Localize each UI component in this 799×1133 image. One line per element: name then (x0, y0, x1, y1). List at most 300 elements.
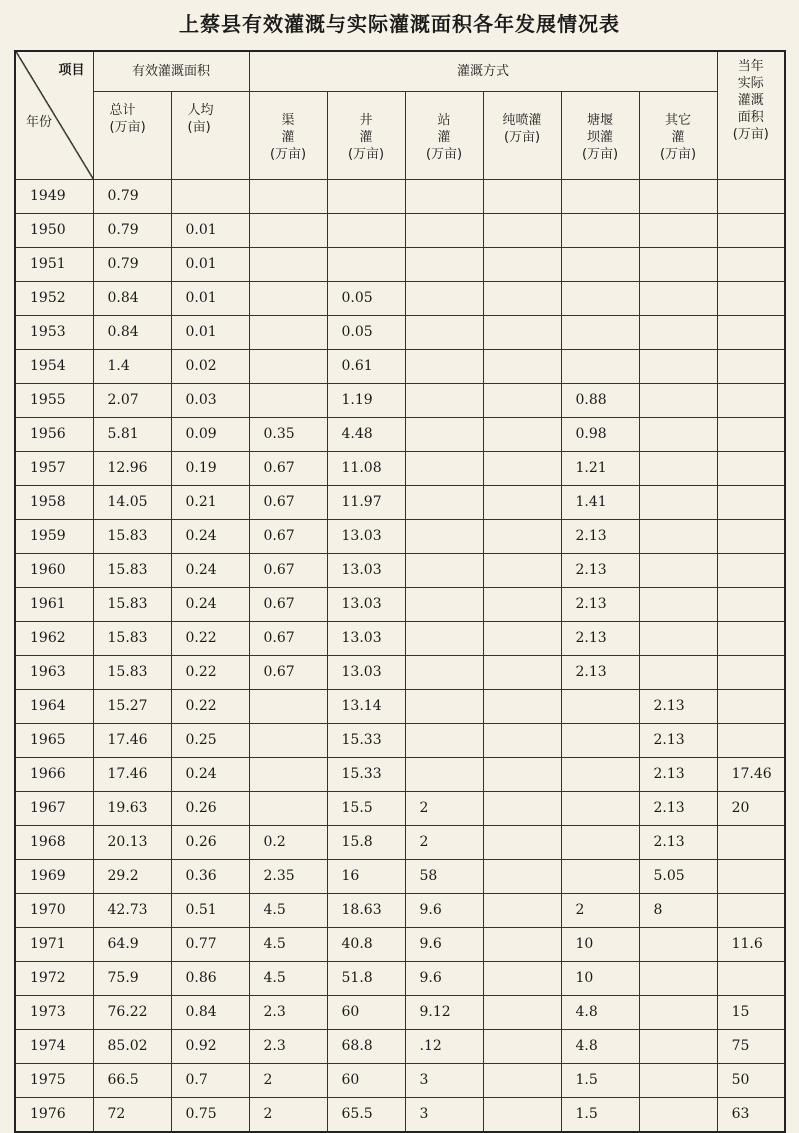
table-cell (483, 825, 561, 859)
table-cell: 2.13 (561, 621, 639, 655)
table-cell (483, 621, 561, 655)
table-cell (405, 621, 483, 655)
corner-year-label: 年份 (26, 115, 53, 130)
table-cell (639, 417, 717, 451)
table-cell: 2.3 (249, 1029, 327, 1063)
table-cell (639, 1097, 717, 1132)
table-cell (639, 927, 717, 961)
table-cell (639, 213, 717, 247)
header-text: 灌 (437, 129, 451, 145)
table-cell: 1.19 (327, 383, 405, 417)
table-cell: 0.67 (249, 519, 327, 553)
table-cell (405, 519, 483, 553)
header-text: 人均 (187, 102, 214, 118)
table-cell (405, 281, 483, 315)
table-cell (717, 893, 785, 927)
table-cell: 11.97 (327, 485, 405, 519)
year-cell: 1952 (15, 281, 93, 315)
table-cell (561, 757, 639, 791)
table-cell (561, 791, 639, 825)
table-cell: 0.84 (171, 995, 249, 1029)
table-row (15, 315, 785, 349)
year-cell: 1949 (15, 179, 93, 213)
header-text: (万亩) (581, 146, 619, 162)
table-cell: 1.21 (561, 451, 639, 485)
table-cell (717, 383, 785, 417)
table-cell (639, 315, 717, 349)
table-cell: 11.08 (327, 451, 405, 485)
header-text: 灌 (671, 129, 685, 145)
table-row (15, 1063, 785, 1097)
well-header (327, 91, 405, 179)
table-cell (405, 485, 483, 519)
table-cell: 0.22 (171, 655, 249, 689)
table-cell: 4.5 (249, 961, 327, 995)
table-cell: 19.63 (93, 791, 171, 825)
table-cell: 15.5 (327, 791, 405, 825)
table-cell (717, 451, 785, 485)
year-cell: 1972 (15, 961, 93, 995)
table-cell: 65.5 (327, 1097, 405, 1132)
table-cell: 0.84 (93, 315, 171, 349)
header-text: (万亩) (347, 146, 385, 162)
table-cell (561, 213, 639, 247)
table-cell: 2.13 (561, 655, 639, 689)
year-cell: 1964 (15, 689, 93, 723)
table-cell: 60 (327, 995, 405, 1029)
table-cell (483, 247, 561, 281)
table-cell: 2.13 (561, 587, 639, 621)
header-text: 坝灌 (587, 129, 614, 145)
table-cell (405, 383, 483, 417)
year-cell: 1968 (15, 825, 93, 859)
table-cell: 75 (717, 1029, 785, 1063)
table-cell: 0.92 (171, 1029, 249, 1063)
table-cell: 0.22 (171, 689, 249, 723)
table-cell: 17.46 (93, 757, 171, 791)
table-cell (561, 179, 639, 213)
table-cell: 0.01 (171, 281, 249, 315)
table-cell (639, 349, 717, 383)
table-cell (717, 621, 785, 655)
table-cell (717, 417, 785, 451)
table-row (15, 1097, 785, 1132)
table-cell: 0.84 (93, 281, 171, 315)
table-cell: 0.01 (171, 213, 249, 247)
table-cell (483, 961, 561, 995)
table-cell: 15.83 (93, 519, 171, 553)
table-cell: 4.8 (561, 1029, 639, 1063)
year-cell: 1950 (15, 213, 93, 247)
table-cell: 63 (717, 1097, 785, 1132)
year-cell: 1953 (15, 315, 93, 349)
year-cell: 1969 (15, 859, 93, 893)
table-cell: 20.13 (93, 825, 171, 859)
table-row (15, 179, 785, 213)
table-cell (249, 383, 327, 417)
table-cell: 0.98 (561, 417, 639, 451)
table-cell (249, 213, 327, 247)
table-cell (483, 995, 561, 1029)
table-cell: 85.02 (93, 1029, 171, 1063)
table-cell (483, 757, 561, 791)
table-cell (405, 247, 483, 281)
table-cell (483, 723, 561, 757)
year-cell: 1951 (15, 247, 93, 281)
table-cell: 0.24 (171, 757, 249, 791)
table-cell (483, 179, 561, 213)
table-cell: 0.67 (249, 553, 327, 587)
table-cell: 0.67 (249, 621, 327, 655)
table-cell: 0.88 (561, 383, 639, 417)
table-cell: 42.73 (93, 893, 171, 927)
table-cell: 3 (405, 1063, 483, 1097)
year-cell: 1973 (15, 995, 93, 1029)
header-text: (万亩) (425, 146, 463, 162)
table-cell: 0.24 (171, 519, 249, 553)
table-cell: 4.48 (327, 417, 405, 451)
effective-area-header: 有效灌溉面积 (93, 51, 249, 91)
table-cell: 0.05 (327, 315, 405, 349)
table-cell (483, 281, 561, 315)
table-cell (171, 179, 249, 213)
table-cell (717, 723, 785, 757)
station-header (405, 91, 483, 179)
table-cell: 0.2 (249, 825, 327, 859)
table-cell (483, 213, 561, 247)
table-cell: 17.46 (93, 723, 171, 757)
header-text: 面积 (737, 110, 764, 125)
table-cell: 0.51 (171, 893, 249, 927)
table-cell (249, 349, 327, 383)
table-cell: 0.79 (93, 247, 171, 281)
table-cell: 11.6 (717, 927, 785, 961)
table-cell: 15 (717, 995, 785, 1029)
table-cell (639, 383, 717, 417)
table-cell: 2.13 (639, 723, 717, 757)
table-cell: 2 (405, 825, 483, 859)
header-text: 其它 (665, 112, 692, 128)
table-cell (249, 723, 327, 757)
table-cell: 50 (717, 1063, 785, 1097)
table-row (15, 519, 785, 553)
table-cell: 9.12 (405, 995, 483, 1029)
table-cell (717, 961, 785, 995)
table-cell (483, 893, 561, 927)
table-cell: 9.6 (405, 927, 483, 961)
table-cell: 0.79 (93, 213, 171, 247)
table-cell (483, 315, 561, 349)
table-cell: 13.03 (327, 587, 405, 621)
year-cell: 1959 (15, 519, 93, 553)
table-cell: 68.8 (327, 1029, 405, 1063)
table-cell (405, 179, 483, 213)
table-cell: 10 (561, 961, 639, 995)
table-cell: 17.46 (717, 757, 785, 791)
table-cell (639, 587, 717, 621)
table-cell (639, 247, 717, 281)
table-cell: 15.83 (93, 621, 171, 655)
table-cell (327, 179, 405, 213)
table-cell: 2 (561, 893, 639, 927)
table-cell (249, 315, 327, 349)
table-body (15, 179, 785, 1132)
table-row (15, 825, 785, 859)
table-cell (405, 689, 483, 723)
table-cell: 20 (717, 791, 785, 825)
table-cell: 58 (405, 859, 483, 893)
table-cell (483, 383, 561, 417)
table-cell: 2.13 (639, 689, 717, 723)
header-text: 站 (437, 112, 451, 128)
table-row (15, 1029, 785, 1063)
table-cell (249, 281, 327, 315)
methods-header: 灌溉方式 (249, 51, 717, 91)
year-cell: 1971 (15, 927, 93, 961)
table-cell: 1.5 (561, 1063, 639, 1097)
table-cell: 15.27 (93, 689, 171, 723)
table-cell: 0.61 (327, 349, 405, 383)
header-text: 渠 (281, 112, 295, 128)
table-row (15, 927, 785, 961)
header-text: (万亩) (269, 146, 307, 162)
table-cell (717, 859, 785, 893)
table-cell: 0.21 (171, 485, 249, 519)
table-cell (249, 689, 327, 723)
table-cell (717, 485, 785, 519)
table-cell: 15.83 (93, 587, 171, 621)
table-cell: 0.77 (171, 927, 249, 961)
table-cell (639, 553, 717, 587)
year-cell: 1961 (15, 587, 93, 621)
table-header (15, 51, 785, 179)
table-cell (639, 451, 717, 485)
table-cell: 0.79 (93, 179, 171, 213)
table-cell: 0.24 (171, 553, 249, 587)
table-row (15, 655, 785, 689)
table-cell: 2.13 (561, 519, 639, 553)
header-text: 当年 (737, 59, 764, 74)
table-cell: 9.6 (405, 961, 483, 995)
table-cell: 15.83 (93, 655, 171, 689)
table-row (15, 859, 785, 893)
table-cell: 0.05 (327, 281, 405, 315)
header-text: 实际 (737, 76, 764, 91)
year-cell: 1976 (15, 1097, 93, 1132)
table-cell (483, 587, 561, 621)
year-cell: 1954 (15, 349, 93, 383)
actual-area-header (717, 51, 785, 179)
year-cell: 1970 (15, 893, 93, 927)
table-row (15, 451, 785, 485)
table-cell (327, 213, 405, 247)
table-cell: 16 (327, 859, 405, 893)
table-cell: 2.35 (249, 859, 327, 893)
table-cell (639, 1063, 717, 1097)
table-cell: 10 (561, 927, 639, 961)
table-row (15, 213, 785, 247)
table-cell (561, 349, 639, 383)
header-text: 灌 (281, 129, 295, 145)
table-cell (483, 791, 561, 825)
table-cell: 2 (249, 1097, 327, 1132)
table-cell: 72 (93, 1097, 171, 1132)
table-cell (405, 655, 483, 689)
header-text: (万亩) (109, 119, 146, 135)
table-cell (717, 689, 785, 723)
table-row (15, 961, 785, 995)
table-cell (561, 247, 639, 281)
year-cell: 1962 (15, 621, 93, 655)
table-cell (483, 689, 561, 723)
table-cell: 15.83 (93, 553, 171, 587)
corner-item-label: 项目 (58, 63, 85, 78)
table-cell: 0.86 (171, 961, 249, 995)
table-cell: 13.03 (327, 553, 405, 587)
table-cell (639, 655, 717, 689)
table-cell (405, 213, 483, 247)
table-cell: 2 (249, 1063, 327, 1097)
year-cell: 1966 (15, 757, 93, 791)
table-cell: 4.5 (249, 893, 327, 927)
table-cell: 0.67 (249, 451, 327, 485)
header-text: 总计 (109, 102, 136, 118)
table-row (15, 757, 785, 791)
pond-header (561, 91, 639, 179)
table-cell: 13.03 (327, 621, 405, 655)
table-cell: 9.6 (405, 893, 483, 927)
year-cell: 1958 (15, 485, 93, 519)
header-text: (万亩) (659, 146, 697, 162)
table-cell: 12.96 (93, 451, 171, 485)
table-cell: 14.05 (93, 485, 171, 519)
table-cell: 0.67 (249, 655, 327, 689)
table-cell (639, 621, 717, 655)
year-cell: 1965 (15, 723, 93, 757)
corner-header (15, 51, 93, 179)
per-capita-header (171, 91, 249, 179)
table-cell (561, 825, 639, 859)
table-cell: 64.9 (93, 927, 171, 961)
table-row (15, 689, 785, 723)
table-cell (249, 247, 327, 281)
year-cell: 1957 (15, 451, 93, 485)
table-cell (483, 553, 561, 587)
table-cell (483, 1063, 561, 1097)
table-cell: 1.41 (561, 485, 639, 519)
table-cell (483, 927, 561, 961)
canal-header (249, 91, 327, 179)
table-row (15, 791, 785, 825)
table-cell (405, 417, 483, 451)
table-cell (717, 247, 785, 281)
table-cell: 0.26 (171, 791, 249, 825)
table-cell (483, 417, 561, 451)
table-cell: 0.7 (171, 1063, 249, 1097)
table-cell (249, 791, 327, 825)
table-cell (405, 349, 483, 383)
table-cell (327, 247, 405, 281)
year-cell: 1960 (15, 553, 93, 587)
table-row (15, 553, 785, 587)
year-cell: 1975 (15, 1063, 93, 1097)
header-text: (万亩) (732, 127, 769, 142)
table-cell (561, 315, 639, 349)
table-cell: 1.4 (93, 349, 171, 383)
table-row (15, 723, 785, 757)
total-header (93, 91, 171, 179)
table-cell: 0.01 (171, 247, 249, 281)
table-cell (639, 519, 717, 553)
table-cell: 4.8 (561, 995, 639, 1029)
table-cell: 29.2 (93, 859, 171, 893)
table-row (15, 485, 785, 519)
table-row (15, 247, 785, 281)
table-cell: 0.01 (171, 315, 249, 349)
table-row (15, 995, 785, 1029)
table-cell (639, 281, 717, 315)
table-cell: 13.14 (327, 689, 405, 723)
table-cell: 15.33 (327, 723, 405, 757)
table-cell (483, 485, 561, 519)
year-cell: 1956 (15, 417, 93, 451)
table-cell (717, 213, 785, 247)
table-row (15, 621, 785, 655)
table-cell: .12 (405, 1029, 483, 1063)
table-cell: 2.13 (561, 553, 639, 587)
table-cell: 51.8 (327, 961, 405, 995)
table-cell: 75.9 (93, 961, 171, 995)
table-cell: 2.3 (249, 995, 327, 1029)
table-cell (405, 723, 483, 757)
table-cell: 0.67 (249, 485, 327, 519)
table-cell: 0.75 (171, 1097, 249, 1132)
table-row (15, 893, 785, 927)
table-cell: 0.03 (171, 383, 249, 417)
table-row (15, 417, 785, 451)
table-cell: 0.02 (171, 349, 249, 383)
table-cell (405, 553, 483, 587)
table-cell (483, 451, 561, 485)
table-cell (717, 315, 785, 349)
table-cell (717, 655, 785, 689)
table-cell: 0.25 (171, 723, 249, 757)
table-cell (483, 519, 561, 553)
table-cell (561, 859, 639, 893)
table-cell (405, 587, 483, 621)
header-text: 纯喷灌 (502, 112, 542, 128)
table-cell: 60 (327, 1063, 405, 1097)
table-cell (717, 587, 785, 621)
table-cell (639, 485, 717, 519)
table-cell: 13.03 (327, 519, 405, 553)
table-cell (561, 281, 639, 315)
header-text: 塘堰 (587, 112, 614, 128)
table-cell: 13.03 (327, 655, 405, 689)
year-cell: 1967 (15, 791, 93, 825)
table-cell: 8 (639, 893, 717, 927)
table-cell: 76.22 (93, 995, 171, 1029)
table-cell (483, 1097, 561, 1132)
irrigation-table (14, 50, 786, 1133)
table-cell: 0.36 (171, 859, 249, 893)
table-cell (405, 315, 483, 349)
table-cell: 0.67 (249, 587, 327, 621)
table-cell: 4.5 (249, 927, 327, 961)
sprinkler-header (483, 91, 561, 179)
table-row (15, 281, 785, 315)
table-cell (717, 179, 785, 213)
